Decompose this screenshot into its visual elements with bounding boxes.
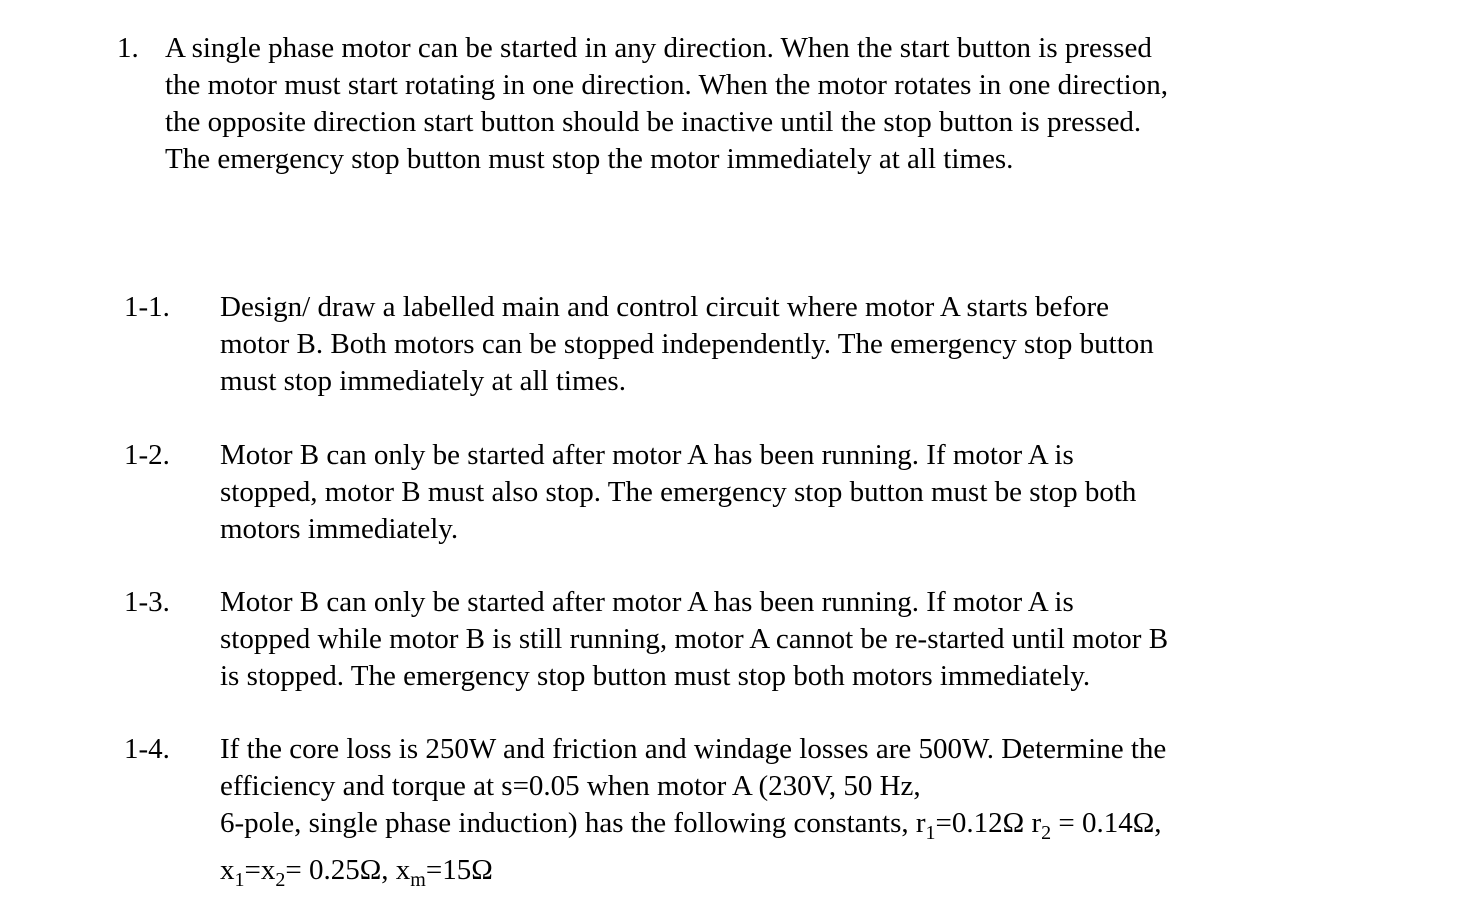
question-text [165,30,1315,178]
subscript: 2 [1041,821,1052,844]
text-line: must stop immediately at all times. [220,365,626,397]
text-line: The emergency stop button must stop the motor immediately at all times. [165,143,1014,175]
text-fragment: =15Ω [425,853,493,886]
subscript: 2 [275,868,286,891]
text-line: Motor B can only be started after motor A has been running. If motor A is [220,586,1074,618]
subscript: 1 [234,868,245,891]
text-fragment: = 0.25Ω, x [285,853,411,886]
question-number: 1. [117,32,139,64]
text-line-reactances [220,852,1320,899]
sub-question-number: 1-1. [124,291,170,323]
text-fragment: x [220,853,235,886]
text-line: is stopped. The emergency stop button must stop both motors immediately. [220,660,1091,692]
text-fragment: = 0.14Ω, [1051,807,1162,839]
sub-question-text [220,584,1320,695]
sub-question-text [220,289,1320,400]
text-line: the motor must start rotating in one direction. When the motor rotates in one direction, [165,69,1168,101]
text-line-constants [220,805,1320,852]
sub-question-number: 1-3. [124,586,170,618]
sub-question-number: 1-4. [124,733,170,765]
text-line: If the core loss is 250W and friction and windage losses are 500W. Determine the [220,733,1167,765]
text-line: A single phase motor can be started in any direction. When the start button is pressed [165,32,1152,64]
text-line: Design/ draw a labelled main and control circuit where motor A starts before [220,291,1110,323]
text-line: efficiency and torque at s=0.05 when motor A (230V, 50 Hz, [220,770,921,802]
text-line: stopped while motor B is still running, motor A cannot be re-started until motor B [220,623,1169,655]
text-line: the opposite direction start button should be inactive until the stop button is pressed. [165,106,1142,138]
sub-question-text [220,731,1320,899]
text-fragment: =0.12Ω r [935,807,1042,839]
sub-question-number: 1-2. [124,439,170,471]
text-line: Motor B can only be started after motor A has been running. If motor A is [220,439,1074,471]
text-line: motor B. Both motors can be stopped independently. The emergency stop button [220,328,1154,360]
subscript: m [410,868,426,891]
text-fragment: 6-pole, single phase induction) has the following constants, r [220,807,926,839]
subscript: 1 [925,821,936,844]
sub-question-text [220,437,1320,548]
text-fragment: =x [244,853,276,886]
text-line: stopped, motor B must also stop. The emergency stop button must be stop both [220,476,1137,508]
text-line: motors immediately. [220,513,459,545]
